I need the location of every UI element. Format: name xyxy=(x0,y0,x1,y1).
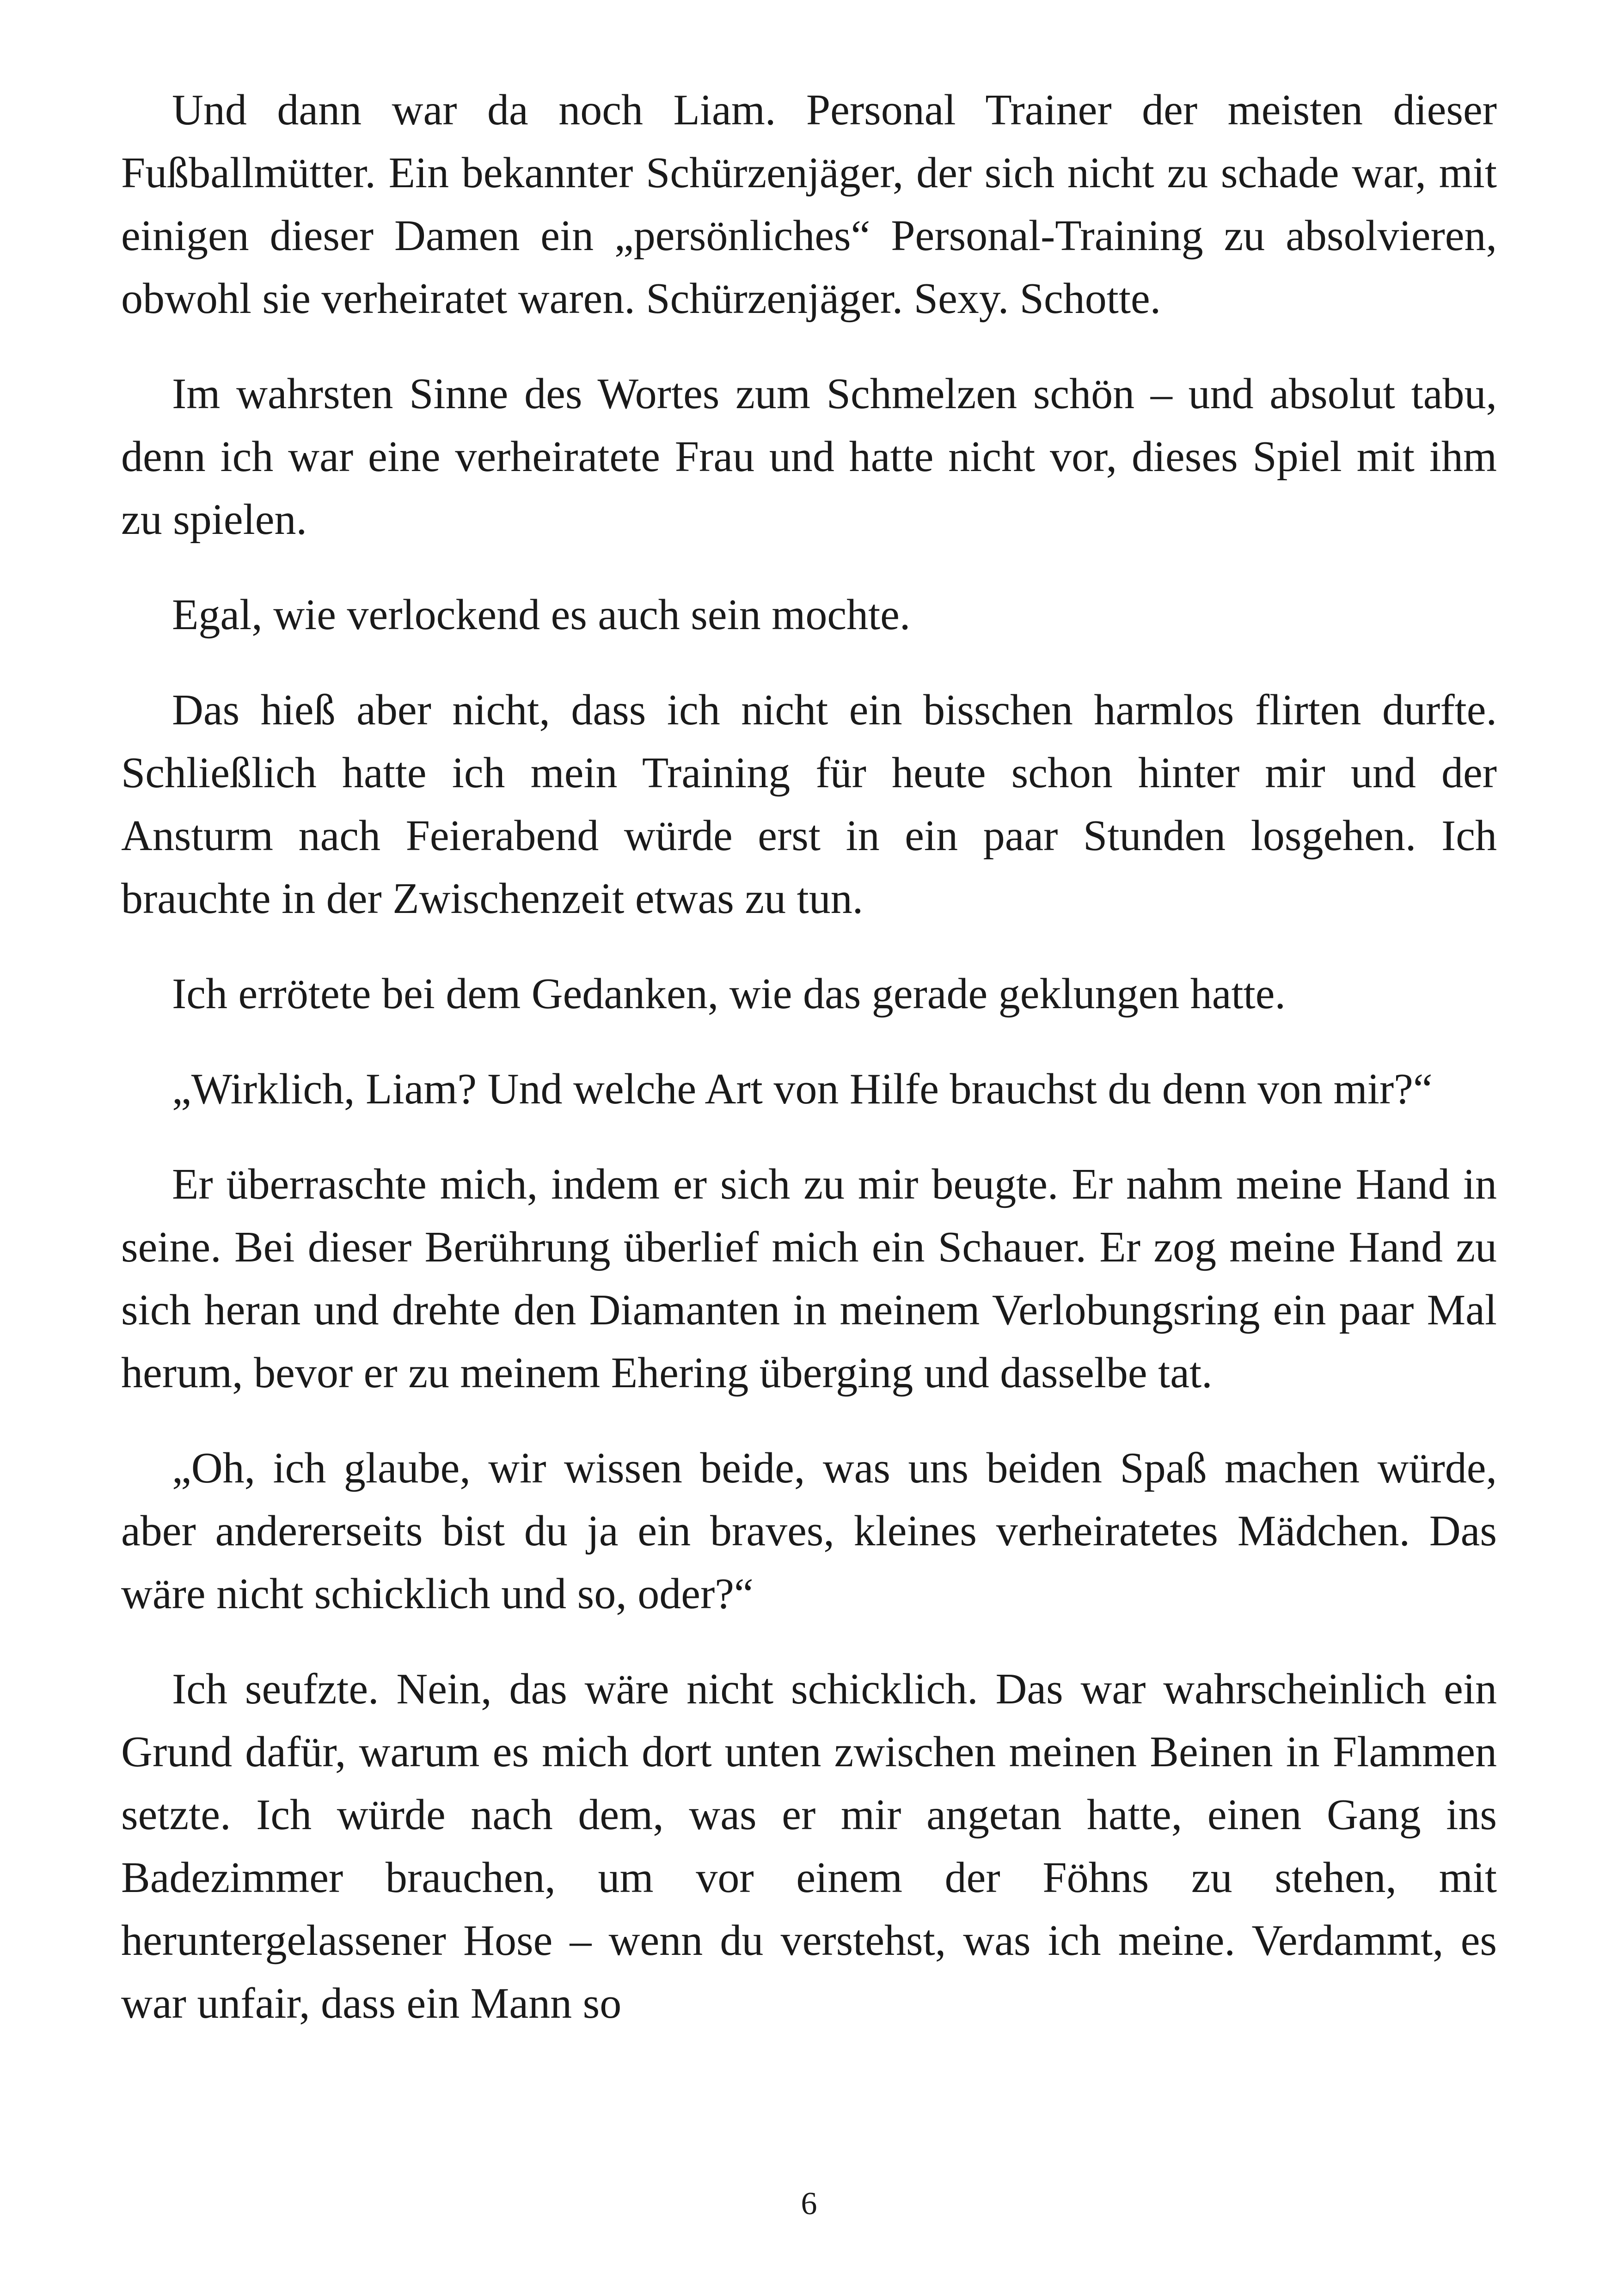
paragraph-2: Im wahrsten Sinne des Wortes zum Schmelzen schön – und absolut tabu, denn ich war eine verheiratete Frau und hatte nicht vor, dieses Spiel mit ihm zu spielen. xyxy=(121,370,1497,544)
paragraph-5: Ich errötete bei dem Gedanken, wie das gerade geklungen hatte. xyxy=(172,970,1286,1018)
paragraph-7: Er überraschte mich, indem er sich zu mir beugte. Er nahm meine Hand in seine. Bei dieser Berührung überlief mich ein Schauer. Er zog meine Hand zu sich heran und drehte den Diamanten in meinem Verlobungsring ein paar Mal herum, bevor er zu meinem Ehering überging und dasselbe tat. xyxy=(121,1160,1497,1397)
paragraph-4: Das hieß aber nicht, dass ich nicht ein bisschen harmlos flirten durfte. Schließlich hatte ich mein Training für heute schon hinter mir und der Ansturm nach Feierabend würde erst in ein paar Stunden losgehen. Ich brauchte in der Zwischenzeit etwas zu tun. xyxy=(121,686,1497,923)
paragraph-9: Ich seufzte. Nein, das wäre nicht schicklich. Das war wahrscheinlich ein Grund dafür, warum es mich dort unten zwischen meinen Beinen in Flammen setzte. Ich würde nach dem, was er mir angetan hatte, einen Gang ins Badezimmer brauchen, um vor einem der Föhns zu stehen, mit heruntergelassener Hose – wenn du verstehst, was ich meine. Verdammt, es war unfair, dass ein Mann so xyxy=(121,1665,1497,2027)
paragraph-3: Egal, wie verlockend es auch sein mochte. xyxy=(172,591,911,639)
page-body xyxy=(121,79,1497,2067)
page-number: 6 xyxy=(801,2186,817,2222)
paragraph-6: „Wirklich, Liam? Und welche Art von Hilfe brauchst du denn von mir?“ xyxy=(172,1065,1433,1113)
paragraph-1: Und dann war da noch Liam. Personal Trainer der meisten dieser Fußballmütter. Ein bekannter Schürzenjäger, der sich nicht zu schade war, mit einigen dieser Damen ein „persönliches“ Personal-Training zu absolvieren, obwohl sie verheiratet waren. Schürzenjäger. Sexy. Schotte. xyxy=(121,86,1497,323)
paragraph-8: „Oh, ich glaube, wir wissen beide, was uns beiden Spaß machen würde, aber andererseits bist du ja ein braves, kleines verheiratetes Mädchen. Das wäre nicht schicklich und so, oder?“ xyxy=(121,1444,1497,1618)
